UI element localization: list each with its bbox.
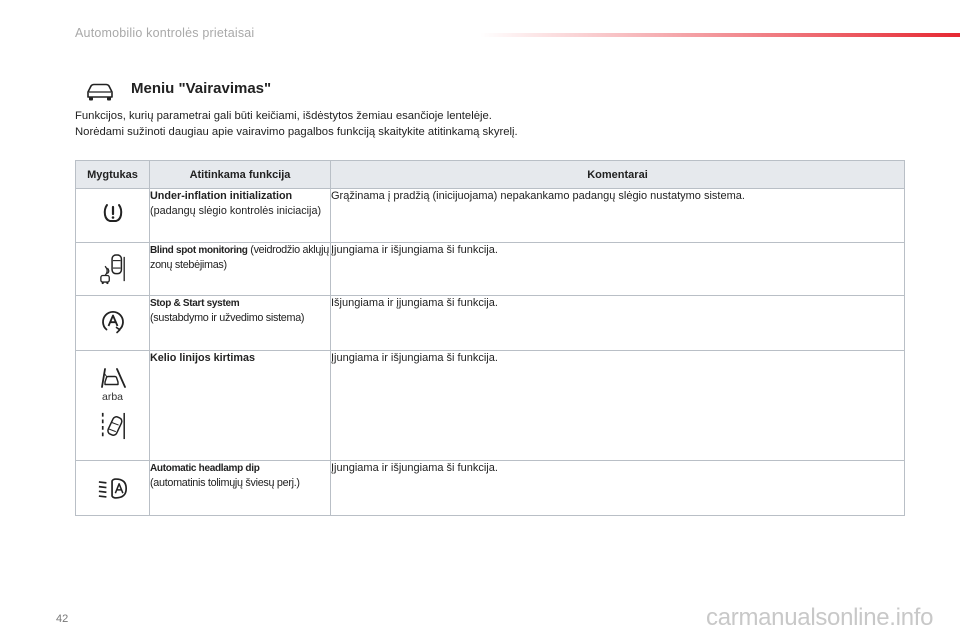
button-cell[interactable]: [76, 189, 150, 243]
car-icon: [84, 80, 116, 104]
lane-departure-alt-icon[interactable]: [99, 409, 127, 443]
tyre-pressure-icon[interactable]: [101, 201, 125, 225]
watermark: carmanualsonline.info: [706, 604, 934, 631]
function-cell: [150, 243, 331, 296]
header-accent-bar: [480, 33, 960, 37]
column-header-function: Atitinkama funkcija: [150, 161, 331, 189]
blind-spot-icon[interactable]: [99, 253, 127, 285]
stop-start-icon[interactable]: [100, 309, 126, 335]
function-description: (veidrodžio aklųjų zonų stebėjimas): [150, 244, 329, 271]
comment-text: Įjungiama ir išjungiama ši funkcija.: [331, 352, 498, 364]
chapter-title: Automobilio kontrolės prietaisai: [75, 26, 255, 40]
section-title: Meniu "Vairavimas": [131, 80, 272, 97]
function-description: (sustabdymo ir užvedimo sistema): [150, 312, 305, 324]
table-row: [76, 461, 905, 516]
comment-cell: [331, 189, 905, 243]
column-header-button: Mygtukas: [76, 161, 150, 189]
comment-cell: [331, 296, 905, 351]
or-label: arba: [101, 391, 123, 403]
function-name: Blind spot monitoring: [150, 245, 248, 256]
lane-departure-icon[interactable]: [98, 363, 128, 389]
button-cell[interactable]: [76, 243, 150, 296]
functions-table: [75, 160, 905, 516]
table-row: [76, 351, 905, 461]
comment-cell: [331, 351, 905, 461]
auto-headlamp-icon[interactable]: [97, 477, 129, 500]
function-cell: [150, 296, 331, 351]
function-cell: [150, 461, 331, 516]
function-name: Under-inflation initialization: [150, 190, 293, 202]
intro-line-1: Funkcijos, kurių parametrai gali būti keičiami, išdėstytos žemiau esančioje lentelėje.: [75, 110, 492, 122]
comment-text: Išjungiama ir įjungiama ši funkcija.: [331, 297, 498, 309]
button-cell[interactable]: [76, 461, 150, 516]
comment-cell: [331, 243, 905, 296]
table-header-row: [76, 161, 905, 189]
function-name: Kelio linijos kirtimas: [150, 352, 256, 364]
function-description: (automatinis tolimųjų šviesų perj.): [150, 477, 300, 489]
comment-cell: [331, 461, 905, 516]
table-row: [76, 189, 905, 243]
column-header-comment: Komentarai: [331, 161, 905, 189]
function-name: Automatic headlamp dip: [150, 463, 260, 474]
intro-text: [75, 109, 895, 140]
function-description: (padangų slėgio kontrolės iniciacija): [150, 205, 322, 217]
button-cell[interactable]: [76, 296, 150, 351]
function-cell: [150, 189, 331, 243]
function-cell: [150, 351, 331, 461]
page-number: 42: [56, 613, 69, 625]
comment-text: Grąžinama į pradžią (inicijuojama) nepakankamo padangų slėgio nustatymo sistema.: [331, 190, 745, 202]
intro-line-2: Norėdami sužinoti daugiau apie vairavimo pagalbos funkciją skaitykite atitinkamą skyrelį.: [75, 125, 518, 138]
comment-text: Įjungiama ir išjungiama ši funkcija.: [331, 244, 498, 256]
comment-text: Įjungiama ir išjungiama ši funkcija.: [331, 462, 498, 474]
table-row: [76, 243, 905, 296]
table-row: [76, 296, 905, 351]
function-name: Stop & Start system: [150, 298, 240, 309]
button-cell[interactable]: [76, 351, 150, 461]
